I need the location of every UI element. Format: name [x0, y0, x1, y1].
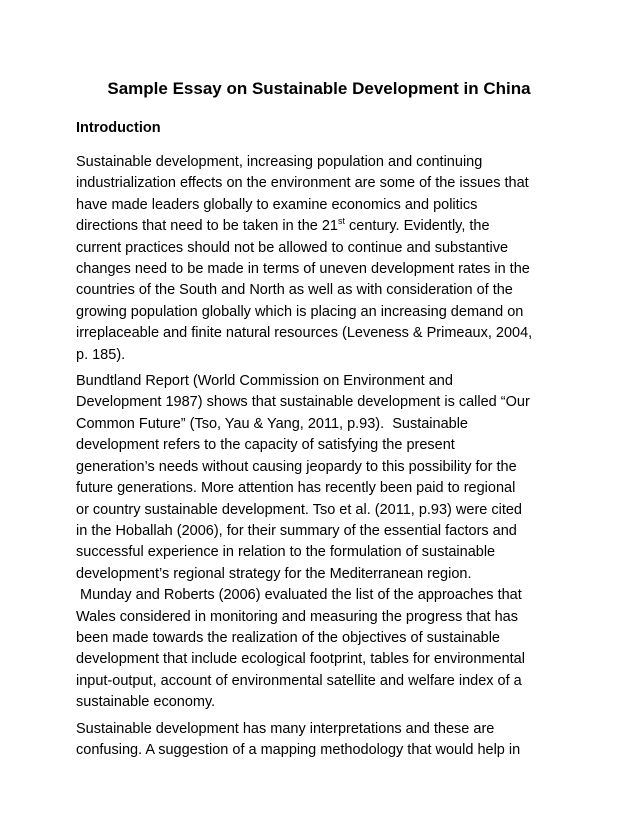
text-line: Development 1987) shows that sustainable development is called “Our	[76, 394, 530, 411]
text-line: countries of the South and North as well as with consideration of the	[76, 282, 513, 299]
text-line: Common Future” (Tso, Yau & Yang, 2011, p.93). Sustainable	[76, 415, 468, 432]
text-line: Sustainable development, increasing population and continuing	[76, 154, 483, 170]
text-line: future generations. More attention has recently been paid to regional	[76, 480, 516, 497]
text-line: Munday and Roberts (2006) evaluated the list of the approaches that	[76, 587, 522, 604]
text-line: p. 185).	[76, 346, 126, 363]
paragraph-3	[76, 719, 566, 762]
text-line: current practices should not be allowed to continue and substantive	[76, 239, 509, 256]
text-line: growing population globally which is placing an increasing demand on	[76, 303, 524, 320]
text-line: confusing. A suggestion of a mapping methodology that would help in	[76, 741, 521, 758]
text-line: sustainable economy.	[76, 694, 216, 711]
text-line: irreplaceable and finite natural resources (Leveness & Primeaux, 2004,	[76, 325, 533, 342]
text-line: or country sustainable development. Tso et al. (2011, p.93) were cited	[76, 501, 522, 518]
paragraph-1	[76, 152, 566, 366]
text-segment: directions that need to be taken in the 21	[76, 218, 338, 235]
text-line: successful experience in relation to the formulation of sustainable	[76, 544, 496, 561]
text-line: Wales considered in monitoring and measuring the progress that has	[76, 608, 518, 625]
text-line: Sustainable development has many interpretations and these are	[76, 720, 495, 737]
text-line: development’s regional strategy for the Mediterranean region.	[76, 565, 472, 582]
text-line: in the Hoballah (2006), for their summary of the essential factors and	[76, 522, 517, 539]
document-title: Sample Essay on Sustainable Development in China	[107, 79, 531, 98]
text-line: changes need to be made in terms of uneven development rates in the	[76, 261, 530, 278]
text-line-with-superscript	[76, 216, 566, 237]
paragraph-2	[76, 371, 566, 714]
text-line: input-output, account of environmental satellite and welfare index of a	[76, 672, 522, 689]
text-line: development that include ecological footprint, tables for environmental	[76, 651, 525, 668]
text-line: Bundtland Report (World Commission on Environment and	[76, 373, 453, 390]
document-body	[76, 152, 566, 766]
text-line: generation’s needs without causing jeopardy to this possibility for the	[76, 458, 517, 475]
text-line: have made leaders globally to examine economics and politics	[76, 196, 478, 213]
text-segment: century. Evidently, the	[345, 218, 490, 235]
text-line: industrialization effects on the environment are some of the issues that	[76, 175, 529, 192]
ordinal-superscript: st	[338, 216, 346, 227]
text-line: development refers to the capacity of satisfying the present	[76, 437, 455, 454]
text-line: been made towards the realization of the objectives of sustainable	[76, 629, 500, 646]
section-heading-introduction: Introduction	[76, 120, 161, 136]
